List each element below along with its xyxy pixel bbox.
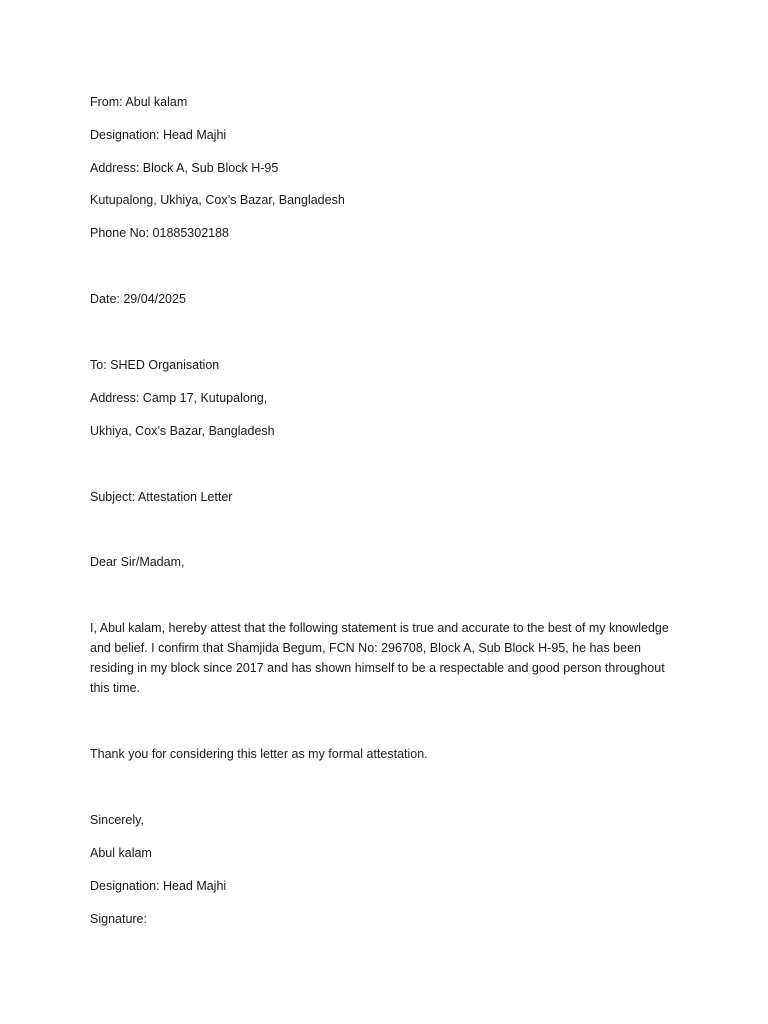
closing-designation: Designation: Head Majhi [90,879,227,893]
recipient-address-line2: Ukhiya, Cox’s Bazar, Bangladesh [90,424,275,438]
closing-sign-off: Sincerely, [90,813,144,827]
recipient-address-line1: Address: Camp 17, Kutupalong, [90,391,268,405]
sender-designation: Designation: Head Majhi [90,128,227,142]
body-paragraph-thanks: Thank you for considering this letter as my formal attestation. [90,747,428,761]
closing-name: Abul kalam [90,846,152,860]
letter-subject: Subject: Attestation Letter [90,490,233,504]
signature-label: Signature: [90,912,147,926]
salutation: Dear Sir/Madam, [90,555,185,569]
sender-address-line1: Address: Block A, Sub Block H-95 [90,161,279,175]
letter-date: Date: 29/04/2025 [90,292,186,306]
body-paragraph-attestation: I, Abul kalam, hereby attest that the following statement is true and accurate to the best of my knowledge and belief. I confirm that Shamjida Begum, FCN No: 296708, Block A, Sub Block H-95, he has been residing in my block since 2017 and has shown himself to be a respectable and good person throughout this time. [90,621,669,695]
sender-from: From: Abul kalam [90,95,188,109]
recipient-to: To: SHED Organisation [90,358,220,372]
sender-phone: Phone No: 01885302188 [90,226,230,240]
sender-address-line2: Kutupalong, Ukhiya, Cox’s Bazar, Bangladesh [90,193,345,207]
